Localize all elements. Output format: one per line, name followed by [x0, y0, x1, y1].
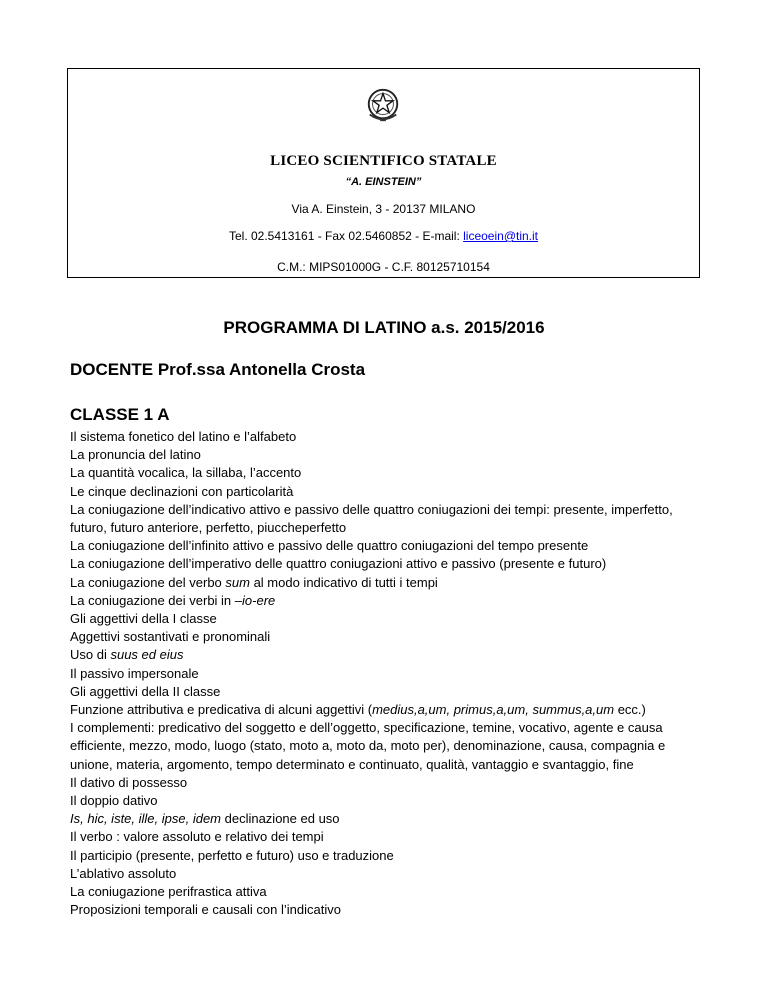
list-item: futuro, futuro anteriore, perfetto, piuccheperfetto: [70, 520, 347, 536]
list-item: [70, 574, 710, 592]
school-header: [67, 68, 700, 278]
syllabus-list: [70, 428, 710, 919]
list-item: Proposizioni temporali e causali con l’indicativo: [70, 902, 341, 918]
class-heading: CLASSE 1 A: [70, 405, 170, 424]
teacher-heading: DOCENTE Prof.ssa Antonella Crosta: [70, 360, 366, 379]
list-item: La pronuncia del latino: [70, 447, 201, 463]
list-item: La quantità vocalica, la sillaba, l’accento: [70, 465, 302, 481]
text-segment: al modo indicativo di tutti i tempi: [249, 574, 438, 590]
text-segment: Funzione attributiva e predicativa di alcuni aggettivi (: [70, 702, 373, 718]
italic-term: suus ed eius: [110, 647, 184, 663]
list-item: [70, 701, 710, 719]
list-item: La coniugazione dell’imperativo delle quattro coniugazioni attivo e passivo (presente e futuro): [70, 556, 607, 572]
italic-term: Is, hic, iste, ille, ipse, idem: [70, 811, 221, 827]
list-item: Gli aggettivi della I classe: [70, 611, 217, 627]
list-item: Gli aggettivi della II classe: [70, 683, 221, 699]
text-segment: La coniugazione del verbo: [70, 574, 226, 590]
list-item: [70, 592, 710, 610]
list-item: Il passivo impersonale: [70, 665, 199, 681]
list-item: Il dativo di possesso: [70, 774, 188, 790]
list-item: Il participio (presente, perfetto e futuro) uso e traduzione: [70, 847, 394, 863]
text-segment: ecc.): [614, 702, 646, 718]
list-item: La coniugazione perifrastica attiva: [70, 884, 267, 900]
text-segment: La coniugazione dei verbi in: [70, 592, 235, 608]
school-subtitle: “A. EINSTEIN”: [345, 176, 422, 188]
italic-term: –io-ere: [234, 592, 276, 608]
list-item: unione, materia, argomento, tempo determinato e continuato, qualità, vantaggio e svantaggio, fine: [70, 756, 634, 772]
school-name: LICEO SCIENTIFICO STATALE: [270, 153, 497, 169]
school-codes: C.M.: MIPS01000G - C.F. 80125710154: [277, 260, 490, 274]
text-segment: Uso di: [70, 647, 111, 663]
list-item: [70, 646, 710, 664]
italic-term: medius,a,um, primus,a,um, summus,a,um: [372, 702, 615, 718]
italian-republic-emblem-icon: [364, 85, 402, 125]
school-contacts: [68, 229, 699, 243]
school-address: Via A. Einstein, 3 - 20137 MILANO: [291, 202, 476, 216]
list-item: Aggettivi sostantivati e pronominali: [70, 629, 271, 645]
list-item: L’ablativo assoluto: [70, 865, 177, 881]
list-item: Il doppio dativo: [70, 793, 158, 809]
text-segment: declinazione ed uso: [221, 811, 340, 827]
contacts-text: Tel. 02.5413161 - Fax 02.5460852 - E-mail:: [228, 229, 464, 243]
list-item: Il sistema fonetico del latino e l’alfabeto: [70, 429, 297, 444]
page-title: PROGRAMMA DI LATINO a.s. 2015/2016: [223, 318, 545, 337]
list-item: Le cinque declinazioni con particolarità: [70, 483, 294, 499]
list-item: La coniugazione dell’infinito attivo e passivo delle quattro coniugazioni del tempo presente: [70, 538, 589, 554]
email-link[interactable]: liceoein@tin.it: [463, 229, 539, 243]
list-item: I complementi: predicativo del soggetto e dell’oggetto, specificazione, temine, vocativo, agente e causa: [70, 720, 663, 736]
list-item: [70, 810, 710, 828]
list-item: La coniugazione dell’indicativo attivo e passivo delle quattro coniugazioni dei tempi: presente, imperfetto,: [70, 501, 673, 517]
list-item: Il verbo : valore assoluto e relativo dei tempi: [70, 829, 324, 845]
italic-term: sum: [225, 574, 250, 590]
list-item: efficiente, mezzo, modo, luogo (stato, moto a, moto da, moto per), denominazione, causa, compagnia e: [70, 738, 666, 754]
